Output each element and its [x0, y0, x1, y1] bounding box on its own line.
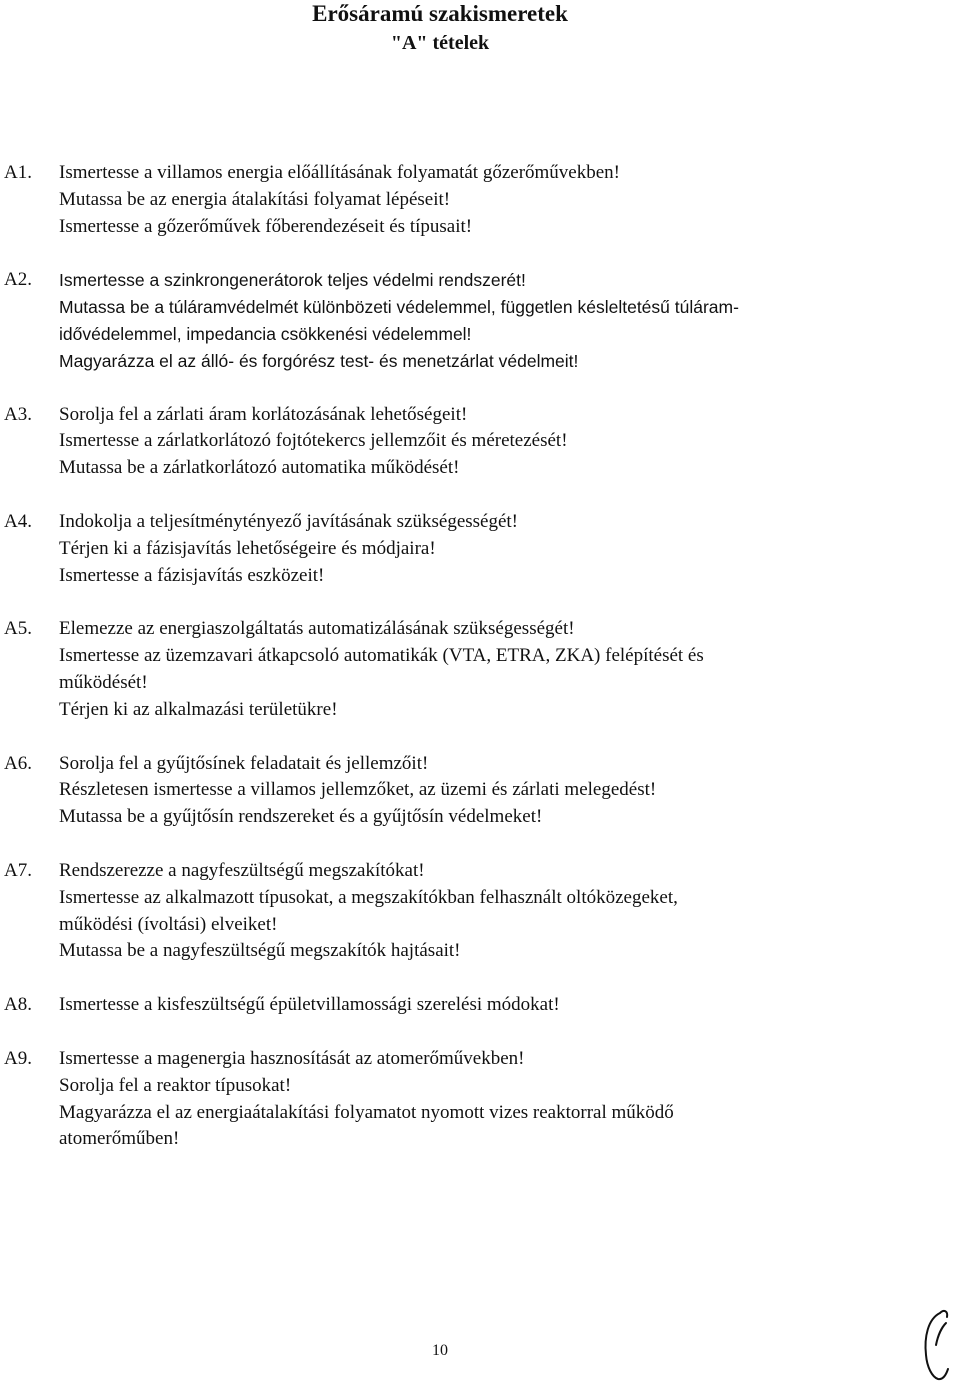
question-line: Elemezze az energiaszolgáltatás automatizálásának szükségességét! [59, 618, 575, 640]
question-item [0, 267, 960, 374]
question-text [59, 160, 899, 240]
question-item [0, 160, 960, 240]
question-line: Mutassa be az energia átalakítási folyamat lépéseit! [59, 188, 451, 210]
question-text [59, 751, 899, 831]
question-line: Térjen ki a fázisjavítás lehetőségeire és módjaira! [59, 537, 436, 559]
question-line: Ismertesse az alkalmazott típusokat, a megszakítókban felhasznált oltóközegeket, [59, 886, 678, 908]
question-number: A6. [4, 752, 32, 774]
question-text [59, 992, 899, 1019]
question-line: Mutassa be a túláramvédelmét különbözeti védelemmel, független késleltetésű túláram- [59, 297, 739, 318]
question-text [59, 509, 899, 589]
page-title: Erősáramú szakismeretek [312, 1, 568, 26]
question-item [0, 751, 960, 831]
question-line: működését! [59, 671, 148, 693]
question-line: Részletesen ismertesse a villamos jellemzőket, az üzemi és zárlati melegedést! [59, 779, 657, 801]
question-line: Ismertesse az üzemzavari átkapcsoló automatikák (VTA, ETRA, ZKA) felépítését és [59, 645, 704, 667]
question-line: Magyarázza el az álló- és forgórész test- és menetzárlat védelmeit! [59, 350, 579, 371]
question-line: Ismertesse a szinkrongenerátorok teljes védelmi rendszerét! [59, 270, 526, 291]
question-line: Sorolja fel a gyűjtősínek feladatait és jellemzőit! [59, 752, 429, 774]
question-line: Magyarázza el az energiaátalakítási folyamatot nyomott vizes reaktorral működő [59, 1101, 674, 1123]
question-line: Mutassa be a zárlatkorlátozó automatika működését! [59, 457, 460, 479]
question-item [0, 1046, 960, 1153]
question-line: működési (ívoltási) elveiket! [59, 913, 278, 935]
question-text [59, 1046, 899, 1153]
question-number: A4. [4, 510, 32, 532]
question-item [0, 858, 960, 965]
page-subtitle: "A" tételek [390, 32, 490, 54]
question-list [0, 160, 960, 1180]
question-number: A9. [4, 1047, 32, 1069]
question-text [59, 402, 899, 482]
question-text [59, 616, 899, 723]
question-line: Mutassa be a gyűjtősín rendszereket és a gyűjtősín védelmeket! [59, 806, 543, 828]
question-text [59, 267, 899, 374]
question-line: Ismertesse a kisfeszültségű épületvillamossági szerelési módokat! [59, 994, 560, 1016]
question-number: A1. [4, 162, 32, 183]
question-line: Ismertesse a fázisjavítás eszközeit! [59, 564, 325, 586]
question-line: Sorolja fel a zárlati áram korlátozásának lehetőségeit! [59, 403, 468, 425]
question-item [0, 402, 960, 482]
question-line: idővédelemmel, impedancia csökkenési védelemmel! [59, 323, 472, 344]
question-line: atomerőműben! [59, 1128, 180, 1150]
handwritten-signature [918, 1305, 958, 1385]
question-line: Térjen ki az alkalmazási területükre! [59, 698, 338, 720]
question-item [0, 992, 960, 1019]
question-line: Mutassa be a nagyfeszültségű megszakítók hajtásait! [59, 940, 461, 962]
question-number: A2. [4, 269, 32, 291]
question-line: Ismertesse a magenergia hasznosítását az atomerőművekben! [59, 1047, 525, 1069]
question-line: Ismertesse a gőzerőművek főberendezéseit és típusait! [59, 215, 473, 237]
question-line: Ismertesse a zárlatkorlátozó fojtótekercs jellemzőit és méretezését! [59, 430, 568, 452]
question-number: A5. [4, 618, 32, 640]
question-line: Rendszerezze a nagyfeszültségű megszakítókat! [59, 859, 425, 881]
question-line: Indokolja a teljesítménytényező javításának szükségességét! [59, 510, 519, 532]
question-item [0, 616, 960, 723]
page-number: 10 [432, 1342, 448, 1359]
question-text [59, 858, 899, 965]
question-number: A3. [4, 403, 32, 425]
question-number: A8. [4, 994, 32, 1016]
question-line: Sorolja fel a reaktor típusokat! [59, 1074, 292, 1096]
question-number: A7. [4, 859, 32, 881]
question-item [0, 509, 960, 589]
question-line: Ismertesse a villamos energia előállításának folyamatát gőzerőművekben! [59, 162, 620, 183]
